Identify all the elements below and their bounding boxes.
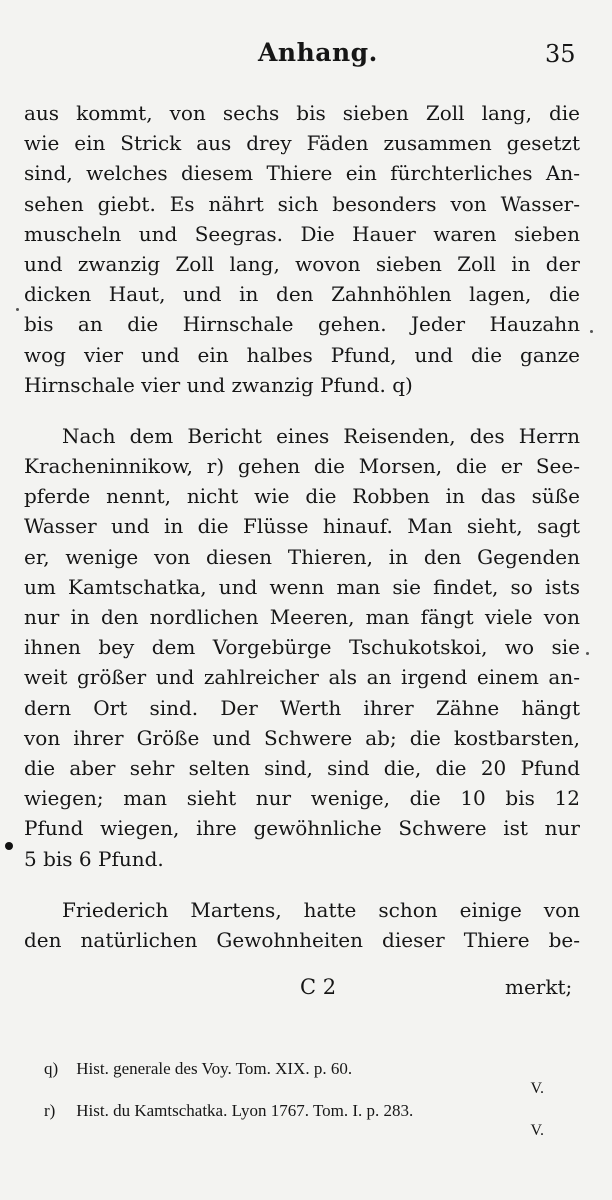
body-text — [24, 98, 580, 955]
footnotes — [44, 1058, 574, 1142]
text-line: dicken Haut, und in den Zahnhöhlen lagen, die — [24, 282, 580, 307]
footnote-r — [44, 1100, 574, 1142]
text-line: Hirnschale vier und zwanzig Pfund. q) — [24, 372, 413, 397]
paragraph-2 — [24, 421, 580, 874]
paragraph-gap — [24, 874, 580, 895]
text-line: ihnen bey dem Vorgebürge Tschukotskoi, wo sie — [24, 635, 580, 660]
text-line: dern Ort sind. Der Werth ihrer Zähne hängt — [24, 695, 580, 720]
text-line: wiegen; man sieht nur wenige, die 10 bis 12 — [24, 786, 580, 811]
text-line: weit größer und zahlreicher als an irgend einem an- — [24, 665, 580, 690]
footnote-tail: V. — [530, 1122, 544, 1139]
footnote-mark: q) — [44, 1059, 59, 1078]
paragraph-gap — [24, 400, 580, 421]
text-line: wog vier und ein halbes Pfund, und die ganze — [24, 342, 580, 367]
text-line: Kracheninnikow, r) gehen die Morsen, die er See- — [24, 454, 580, 479]
text-line: pferde nennt, nicht wie die Robben in das süße — [24, 484, 580, 509]
text-line: sehen giebt. Es nährt sich besonders von Wasser- — [24, 191, 580, 216]
signature-mark: C 2 — [300, 975, 337, 999]
footnote-mark: r) — [44, 1101, 56, 1120]
ink-blot — [5, 842, 13, 850]
text-line: Friederich Martens, hatte schon einige von — [62, 897, 580, 922]
ink-speck — [586, 652, 589, 655]
text-line: aus kommt, von sechs bis sieben Zoll lang, die — [24, 101, 580, 125]
catchword: merkt; — [505, 975, 573, 999]
text-line: Pfund wiegen, ihre gewöhnliche Schwere ist nur — [24, 816, 580, 841]
signature-line — [0, 972, 612, 1002]
footnote-text: Hist. generale des Voy. Tom. XIX. p. 60. — [76, 1059, 353, 1078]
footnote-q — [44, 1058, 574, 1100]
text-line: wie ein Strick aus drey Fäden zusammen gesetzt — [24, 131, 580, 156]
text-line: von ihrer Größe und Schwere ab; die kostbarsten, — [24, 725, 580, 750]
text-line: er, wenige von diesen Thieren, in den Gegenden — [24, 544, 580, 569]
text-line: bis an die Hirnschale gehen. Jeder Hauzahn — [24, 312, 580, 337]
text-line: den natürlichen Gewohnheiten dieser Thiere be- — [24, 927, 580, 952]
page-header — [0, 38, 612, 78]
page-number: 35 — [545, 40, 576, 68]
running-head: Anhang. — [258, 38, 378, 67]
text-line: die aber sehr selten sind, sind die, die 20 Pfund — [24, 755, 580, 780]
ink-speck — [16, 308, 19, 311]
paragraph-1 — [24, 98, 580, 400]
text-line: nur in den nordlichen Meeren, man fängt viele von — [24, 605, 580, 629]
footnote-tail: V. — [530, 1080, 544, 1097]
text-line: 5 bis 6 Pfund. — [24, 846, 164, 871]
text-line: um Kamtschatka, und wenn man sie findet, so ists — [24, 574, 580, 599]
paragraph-3 — [24, 895, 580, 955]
text-line: muscheln und Seegras. Die Hauer waren sieben — [24, 221, 580, 246]
footnote-text: Hist. du Kamtschatka. Lyon 1767. Tom. I. p. 283. — [76, 1101, 414, 1120]
text-line: sind, welches diesem Thiere ein fürchterliches An- — [24, 161, 580, 186]
text-line: Nach dem Bericht eines Reisenden, des Herrn — [62, 423, 580, 448]
ink-speck — [590, 330, 593, 333]
text-line: und zwanzig Zoll lang, wovon sieben Zoll in der — [24, 251, 580, 276]
text-line: Wasser und in die Flüsse hinauf. Man sieht, sagt — [24, 514, 580, 539]
